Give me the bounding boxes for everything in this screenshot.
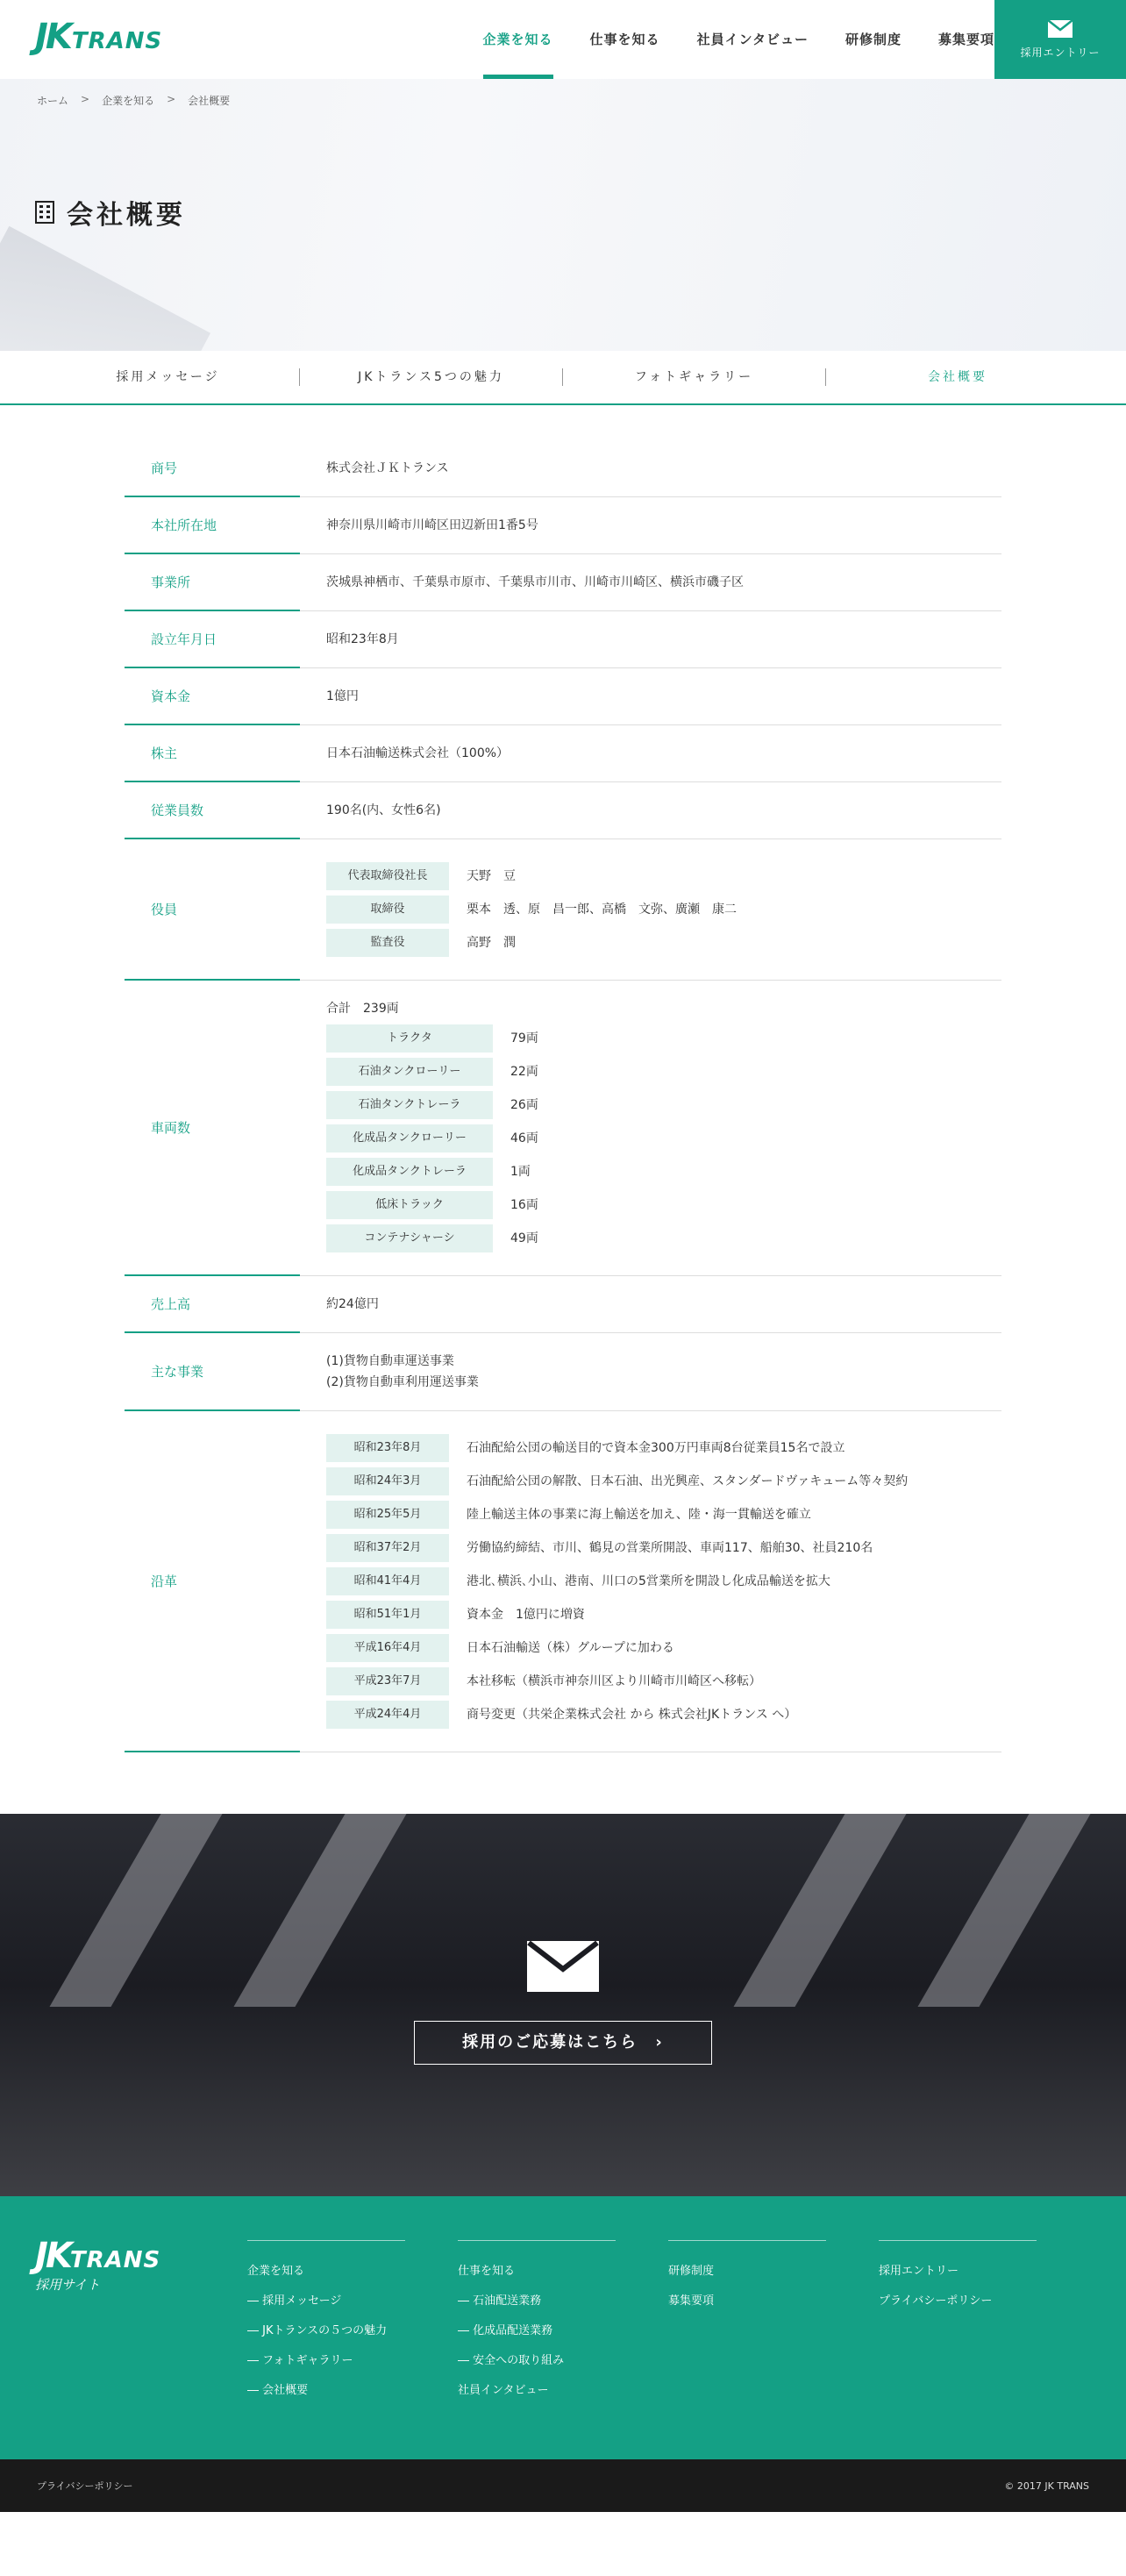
footer-col-company [247,2240,405,2406]
mail-icon [527,1941,599,1992]
vehicle-type: 化成品タンクローリー [326,1124,493,1152]
row-value: 茨城県神栖市、千葉県市原市、千葉県市川市、川崎市川崎区、横浜市磯子区 [326,575,744,589]
vehicle-item [326,1224,1001,1252]
footer-col-work [458,2240,616,2406]
page-title [35,193,186,232]
apply-button[interactable] [414,2021,712,2065]
nav-work[interactable]: 仕事を知る [589,32,660,47]
nav-recruit[interactable]: 募集要項 [937,32,994,47]
table-row [125,440,1001,497]
row-value: 約24億円 [326,1297,379,1311]
officer-name: 天野 豆 [467,869,516,883]
history-text: 石油配給公団の輸送目的で資本金300万円車両8台従業員15名で設立 [467,1441,845,1455]
page-hero [0,79,1126,351]
officer-role: 取締役 [326,896,449,924]
footer-link[interactable]: 募集要項 [668,2294,715,2308]
copyright: © 2017 JK TRANS [1004,2480,1089,2492]
table-row [125,1411,1001,1752]
officer-role: 代表取締役社長 [326,862,449,890]
footer-logo-sub: 採用サイト [35,2277,100,2293]
history-text: 石油配給公団の解散、日本石油、出光興産、スタンダードヴァキューム等々契約 [467,1474,909,1488]
history-item [326,1567,1001,1595]
officer-item [326,862,1001,890]
hero-background-beam [0,226,210,351]
footer-bottom-bar [0,2459,1126,2512]
history-date: 平成16年4月 [326,1634,449,1662]
footer-logo-jk: JK [35,2236,70,2276]
row-label: 沿革 [125,1411,300,1752]
vehicles-list [300,981,1001,1275]
row-label: 商号 [125,440,300,497]
footer-link[interactable]: 研修制度 [668,2265,715,2278]
entry-label: 採用エントリー [1020,46,1101,59]
officer-name: 高野 潤 [467,936,516,950]
footer-link[interactable]: プライバシーポリシー [879,2294,993,2308]
table-row [125,725,1001,782]
vehicles-total: 合計 239両 [326,1002,399,1016]
footer-link[interactable]: 社員インタビュー [458,2384,549,2397]
row-value: 日本石油輸送株式会社（100%） [326,746,510,760]
history-text: 日本石油輸送（株）グループに加わる [467,1641,674,1655]
subnav-appeal[interactable]: JKトランス5つの魅力 [300,368,563,386]
site-logo[interactable] [35,17,163,57]
nav-interview[interactable]: 社員インタビュー [696,32,809,47]
vehicle-item [326,1024,1001,1053]
history-text: 陸上輸送主体の事業に海上輸送を加え、陸・海一貫輸送を確立 [467,1508,811,1522]
nav-company[interactable]: 企業を知る [483,0,553,79]
footer-link[interactable]: ― 化成品配送業務 [458,2324,553,2337]
history-date: 昭和37年2月 [326,1534,449,1562]
road-stripe [917,1814,1090,2007]
vehicle-count: 79両 [510,1031,538,1045]
logo-trans: TRANS [71,28,163,54]
row-label: 従業員数 [125,782,300,839]
row-value: 株式会社ＪＫトランス [326,461,449,475]
officer-role: 監査役 [326,929,449,957]
vehicle-item [326,1191,1001,1219]
building-icon [35,201,54,224]
footer-link[interactable]: ― 石油配送業務 [458,2294,542,2308]
vehicle-type: 石油タンクトレーラ [326,1091,493,1119]
table-row [125,839,1001,981]
apply-cta-section [0,1814,1126,2196]
vehicle-type: 化成品タンクトレーラ [326,1158,493,1186]
footer-link[interactable]: ― フォトギャラリー [247,2354,353,2367]
vehicle-item [326,1058,1001,1086]
footer-link[interactable]: 仕事を知る [458,2265,516,2278]
history-item [326,1667,1001,1695]
history-item [326,1467,1001,1495]
entry-button[interactable] [994,0,1126,79]
history-list [300,1411,1001,1752]
breadcrumb-separator: > [81,93,90,105]
footer-logo[interactable] [35,2238,160,2294]
page-title-text: 会社概要 [67,200,186,231]
road-stripe [733,1814,906,2007]
row-label: 設立年月日 [125,611,300,668]
table-row [125,554,1001,611]
breadcrumb-current: 会社概要 [188,95,231,107]
vehicle-type: 低床トラック [326,1191,493,1219]
history-item [326,1534,1001,1562]
row-label: 売上高 [125,1276,300,1333]
footer-link[interactable]: ― 会社概要 [247,2384,309,2397]
table-row [125,782,1001,839]
table-row [125,497,1001,554]
footer-col-entry [879,2240,1037,2316]
subnav-gallery[interactable]: フォトギャラリー [563,368,826,386]
row-value: 昭和23年8月 [326,632,399,646]
history-text: 資本金 1億円に増資 [467,1608,585,1622]
row-label: 事業所 [125,554,300,611]
vehicle-count: 26両 [510,1098,538,1112]
table-row [125,1276,1001,1333]
history-date: 昭和23年8月 [326,1434,449,1462]
row-label: 本社所在地 [125,497,300,554]
breadcrumb-home[interactable]: ホーム [37,95,69,107]
row-label: 車両数 [125,981,300,1276]
vehicle-count: 16両 [510,1198,538,1212]
vehicle-count: 22両 [510,1065,538,1079]
history-date: 平成24年4月 [326,1701,449,1729]
breadcrumb-company[interactable]: 企業を知る [102,95,155,107]
vehicle-count: 1両 [510,1165,531,1179]
history-item [326,1434,1001,1462]
row-label: 主な事業 [125,1333,300,1411]
history-text: 港北､横浜､小山、港南、川口の5営業所を開設し化成品輸送を拡大 [467,1574,830,1588]
history-text: 本社移転（横浜市神奈川区より川崎市川崎区へ移転） [467,1674,761,1688]
footer-link[interactable]: ― 安全への取り組み [458,2354,565,2367]
officer-item [326,896,1001,924]
vehicle-type: 石油タンクローリー [326,1058,493,1086]
table-row [125,611,1001,668]
vehicle-item [326,1124,1001,1152]
vehicle-count: 49両 [510,1231,538,1245]
footer-link[interactable]: 企業を知る [247,2265,305,2278]
history-item [326,1634,1001,1662]
table-row [125,668,1001,725]
privacy-link[interactable]: プライバシーポリシー [37,2480,133,2492]
history-item [326,1701,1001,1729]
footer-link[interactable]: ― JKトランスの５つの魅力 [247,2324,388,2337]
history-item [326,1501,1001,1529]
table-row [125,981,1001,1276]
vehicle-type: トラクタ [326,1024,493,1053]
history-date: 昭和25年5月 [326,1501,449,1529]
footer-link[interactable]: 採用エントリー [879,2265,959,2278]
officers-list [300,839,1001,980]
site-footer [0,2196,1126,2459]
company-info-table [125,440,1001,1752]
site-header [0,0,1126,79]
vehicle-type: コンテナシャーシ [326,1224,493,1252]
history-date: 昭和41年4月 [326,1567,449,1595]
business-item: (2)貨物自動車利用運送事業 [326,1375,479,1389]
nav-training[interactable]: 研修制度 [844,32,902,47]
vehicle-count: 46両 [510,1131,538,1145]
row-label: 役員 [125,839,300,981]
mail-icon [1048,20,1073,38]
footer-logo-trans: TRANS [69,2247,161,2273]
apply-label: 採用のご応募はこちら [462,2033,638,2052]
road-stripe [233,1814,406,2007]
business-item: (1)貨物自動車運送事業 [326,1354,454,1368]
logo-jk: JK [35,17,70,57]
vehicle-item [326,1091,1001,1119]
breadcrumb-separator: > [167,93,176,105]
business-list [300,1333,1001,1410]
history-date: 平成23年7月 [326,1667,449,1695]
history-date: 昭和51年1月 [326,1601,449,1629]
row-value: 190名(内、女性6名) [326,803,441,817]
subnav-message[interactable]: 採用メッセージ [37,368,300,386]
chevron-right-icon: › [655,2033,664,2052]
row-value: 1億円 [326,689,359,703]
footer-col-training [668,2240,826,2316]
sub-nav [0,351,1126,405]
officer-item [326,929,1001,957]
history-text: 労働協約締結、市川、鶴見の営業所開設、車両117、船舶30、社員210名 [467,1541,873,1555]
history-date: 昭和24年3月 [326,1467,449,1495]
vehicle-item [326,1158,1001,1186]
row-label: 資本金 [125,668,300,725]
row-value: 神奈川県川崎市川崎区田辺新田1番5号 [326,518,538,532]
footer-link[interactable]: ― 採用メッセージ [247,2294,342,2308]
road-stripe [49,1814,222,2007]
officer-name: 栗本 透、原 昌一郎、高橋 文弥、廣瀬 康二 [467,903,737,917]
history-text: 商号変更（共栄企業株式会社 から 株式会社JKトランス へ） [467,1708,797,1722]
breadcrumb [37,93,242,108]
table-row [125,1333,1001,1411]
row-label: 株主 [125,725,300,782]
history-item [326,1601,1001,1629]
global-nav [446,0,994,79]
subnav-overview[interactable]: 会社概要 [928,370,987,384]
